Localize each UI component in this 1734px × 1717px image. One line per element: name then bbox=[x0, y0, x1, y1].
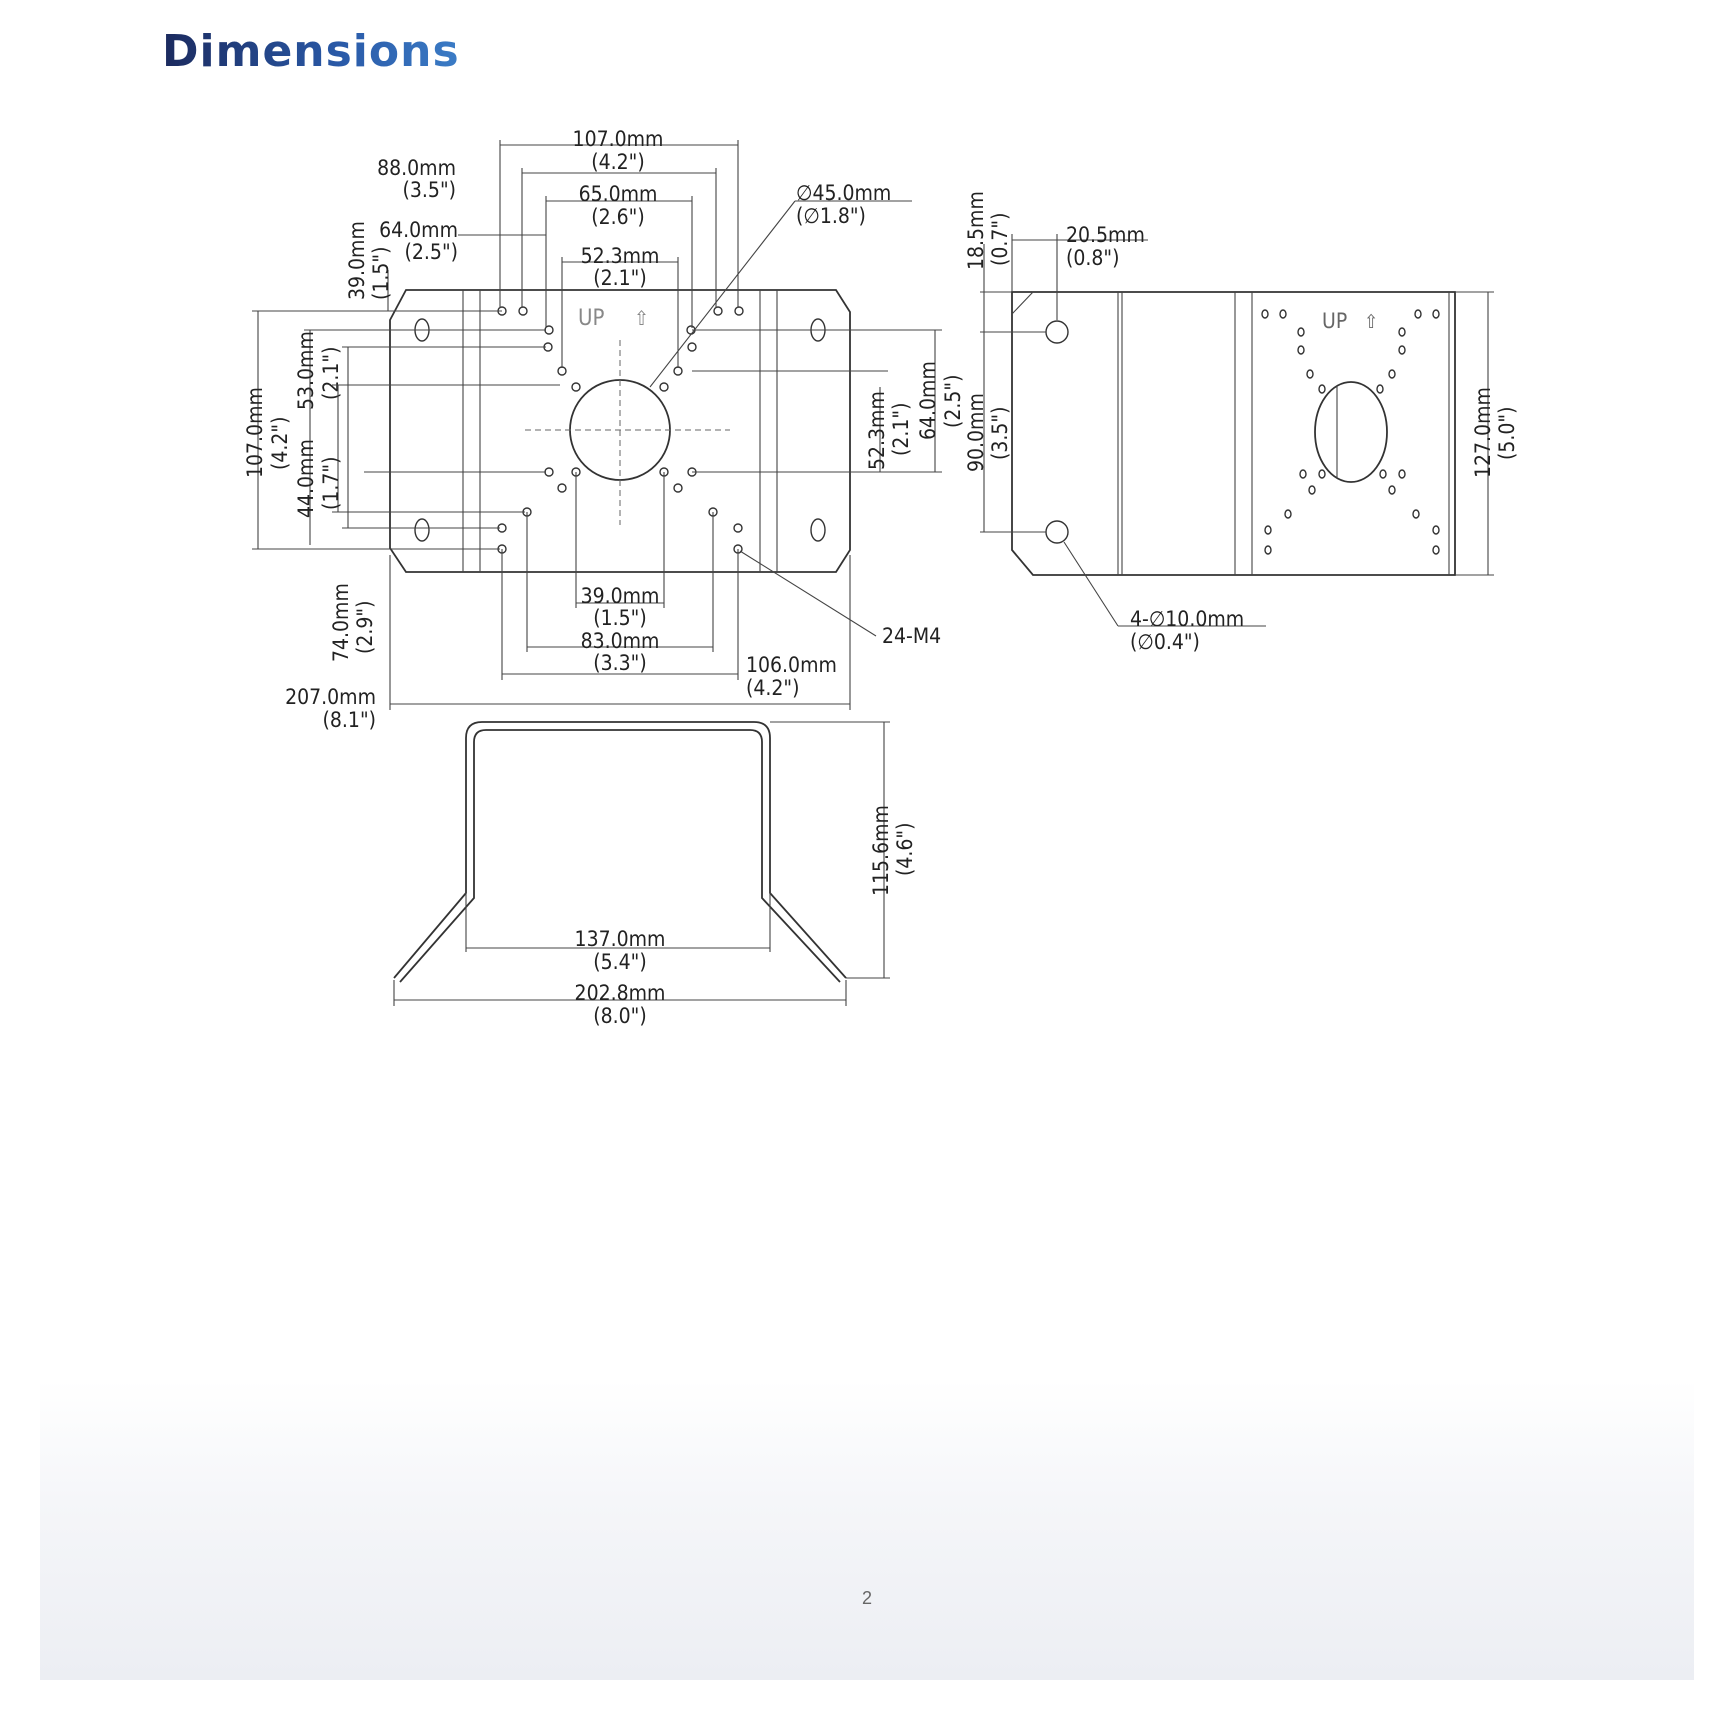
dim-left-107: 107.0mm bbox=[243, 387, 267, 478]
mount-hole bbox=[1380, 470, 1386, 478]
fixing-hole bbox=[1046, 321, 1068, 343]
dim-left-74-in: (2.9") bbox=[353, 600, 377, 654]
dim-side-20: 20.5mm bbox=[1066, 223, 1145, 247]
leader-line bbox=[740, 551, 876, 636]
dim-bracket-inner: 137.0mm bbox=[574, 927, 666, 951]
leader-line bbox=[1064, 542, 1118, 626]
mount-hole bbox=[1399, 328, 1405, 336]
mount-hole bbox=[1433, 526, 1439, 534]
mount-hole bbox=[1319, 385, 1325, 393]
up-arrow-icon: ⇧ bbox=[634, 306, 650, 330]
mount-hole bbox=[1433, 546, 1439, 554]
page-number: 2 bbox=[861, 1588, 872, 1608]
mount-hole bbox=[1262, 310, 1268, 318]
mount-hole bbox=[1399, 470, 1405, 478]
side-mounting-holes bbox=[1262, 310, 1439, 554]
mount-hole bbox=[1307, 370, 1313, 378]
mount-hole bbox=[1309, 486, 1315, 494]
mount-hole bbox=[1280, 310, 1286, 318]
dim-bottom-106: 106.0mm bbox=[746, 653, 837, 677]
dim-top-64-in: (2.5") bbox=[404, 240, 458, 264]
dim-left-53: 53.0mm bbox=[294, 331, 318, 410]
dim-bottom-39-in: (1.5") bbox=[593, 606, 647, 630]
mount-hole bbox=[1298, 346, 1304, 354]
dim-bracket-height: 115.6mm bbox=[869, 805, 893, 896]
mount-hole bbox=[558, 484, 566, 492]
mount-hole bbox=[734, 524, 742, 532]
mount-hole bbox=[519, 307, 527, 315]
mount-hole bbox=[572, 383, 580, 391]
bevel-line bbox=[1012, 292, 1033, 314]
mount-hole bbox=[714, 307, 722, 315]
mount-hole bbox=[1415, 310, 1421, 318]
dim-bracket-height-in: (4.6") bbox=[893, 822, 917, 876]
side-cable-hole bbox=[1315, 382, 1387, 482]
fixing-hole bbox=[1046, 521, 1068, 543]
dim-top-64: 64.0mm bbox=[379, 218, 458, 242]
dim-side-18: 18.5mm bbox=[964, 191, 988, 270]
mount-hole bbox=[1285, 510, 1291, 518]
mount-hole bbox=[1413, 510, 1419, 518]
mount-hole bbox=[545, 468, 553, 476]
dim-bracket-inner-in: (5.4") bbox=[593, 950, 647, 974]
dim-left-44: 44.0mm bbox=[294, 439, 318, 518]
dim-side-hole-in: (∅0.4") bbox=[1130, 630, 1200, 654]
dim-right-64-in: (2.5") bbox=[941, 374, 965, 428]
dim-top-88-in: (3.5") bbox=[402, 178, 456, 202]
mount-hole bbox=[674, 367, 682, 375]
dim-top-107-in: (4.2") bbox=[591, 150, 645, 174]
mount-hole bbox=[1389, 370, 1395, 378]
dim-left-44-in: (1.7") bbox=[319, 456, 343, 510]
mount-hole bbox=[1399, 346, 1405, 354]
side-plate-outline bbox=[1012, 292, 1455, 575]
mount-hole bbox=[1265, 526, 1271, 534]
dim-top-107: 107.0mm bbox=[572, 127, 664, 151]
mount-hole bbox=[688, 343, 696, 351]
dim-side-hole: 4-∅10.0mm bbox=[1130, 607, 1245, 631]
mount-hole bbox=[1298, 328, 1304, 336]
dim-side-90: 90.0mm bbox=[964, 393, 988, 472]
side-up-marking: UP bbox=[1322, 309, 1348, 333]
dim-right-52-in: (2.1") bbox=[889, 402, 913, 456]
slot-hole bbox=[811, 519, 825, 541]
side-view bbox=[964, 191, 1519, 654]
mount-hole bbox=[1389, 486, 1395, 494]
dim-top-65-in: (2.6") bbox=[591, 205, 645, 229]
dim-hole-diameter: ∅45.0mm bbox=[796, 181, 892, 205]
up-marking: UP bbox=[578, 306, 605, 331]
dim-total-width: 207.0mm bbox=[285, 685, 376, 709]
dim-left-74: 74.0mm bbox=[329, 583, 353, 662]
dim-left-39: 39.0mm bbox=[345, 221, 369, 300]
mount-hole bbox=[1300, 470, 1306, 478]
dim-side-127: 127.0mm bbox=[1471, 387, 1495, 478]
dim-bracket-outer: 202.8mm bbox=[574, 981, 666, 1005]
front-view bbox=[243, 127, 965, 732]
dim-top-52: 52.3mm bbox=[580, 244, 660, 268]
mount-hole bbox=[674, 484, 682, 492]
page-title: Dimensions bbox=[162, 26, 460, 77]
mount-hole bbox=[1319, 470, 1325, 478]
dim-bottom-83: 83.0mm bbox=[580, 629, 660, 653]
dim-bottom-83-in: (3.3") bbox=[593, 651, 647, 675]
slot-hole bbox=[415, 519, 429, 541]
dim-side-127-in: (5.0") bbox=[1495, 406, 1519, 460]
dim-right-64: 64.0mm bbox=[916, 361, 940, 440]
mount-hole bbox=[735, 307, 743, 315]
dim-left-53-in: (2.1") bbox=[319, 346, 343, 400]
mount-hole bbox=[660, 383, 668, 391]
mount-hole bbox=[1265, 546, 1271, 554]
dim-left-39-in: (1.5") bbox=[369, 246, 393, 300]
mount-hole bbox=[558, 367, 566, 375]
dim-side-90-in: (3.5") bbox=[988, 406, 1012, 460]
dim-side-20-in: (0.8") bbox=[1066, 246, 1120, 270]
leader-line bbox=[650, 201, 795, 387]
mount-hole bbox=[1433, 310, 1439, 318]
dim-top-88: 88.0mm bbox=[377, 156, 456, 180]
dim-top-65: 65.0mm bbox=[578, 182, 658, 206]
dim-left-107-in: (4.2") bbox=[268, 416, 292, 470]
dim-side-18-in: (0.7") bbox=[988, 212, 1012, 266]
dim-bottom-106-in: (4.2") bbox=[746, 676, 800, 700]
side-up-arrow-icon: ⇧ bbox=[1364, 311, 1379, 333]
dim-bottom-39: 39.0mm bbox=[580, 584, 660, 608]
mount-hole bbox=[1377, 385, 1383, 393]
thread-callout: 24-M4 bbox=[882, 624, 942, 648]
dim-top-52-in: (2.1") bbox=[593, 266, 647, 290]
dim-bracket-outer-in: (8.0") bbox=[593, 1004, 647, 1028]
dim-right-52: 52.3mm bbox=[865, 391, 889, 470]
bracket-view bbox=[394, 722, 917, 1028]
dim-hole-diameter-in: (∅1.8") bbox=[796, 204, 866, 228]
dim-total-width-in: (8.1") bbox=[322, 708, 376, 732]
